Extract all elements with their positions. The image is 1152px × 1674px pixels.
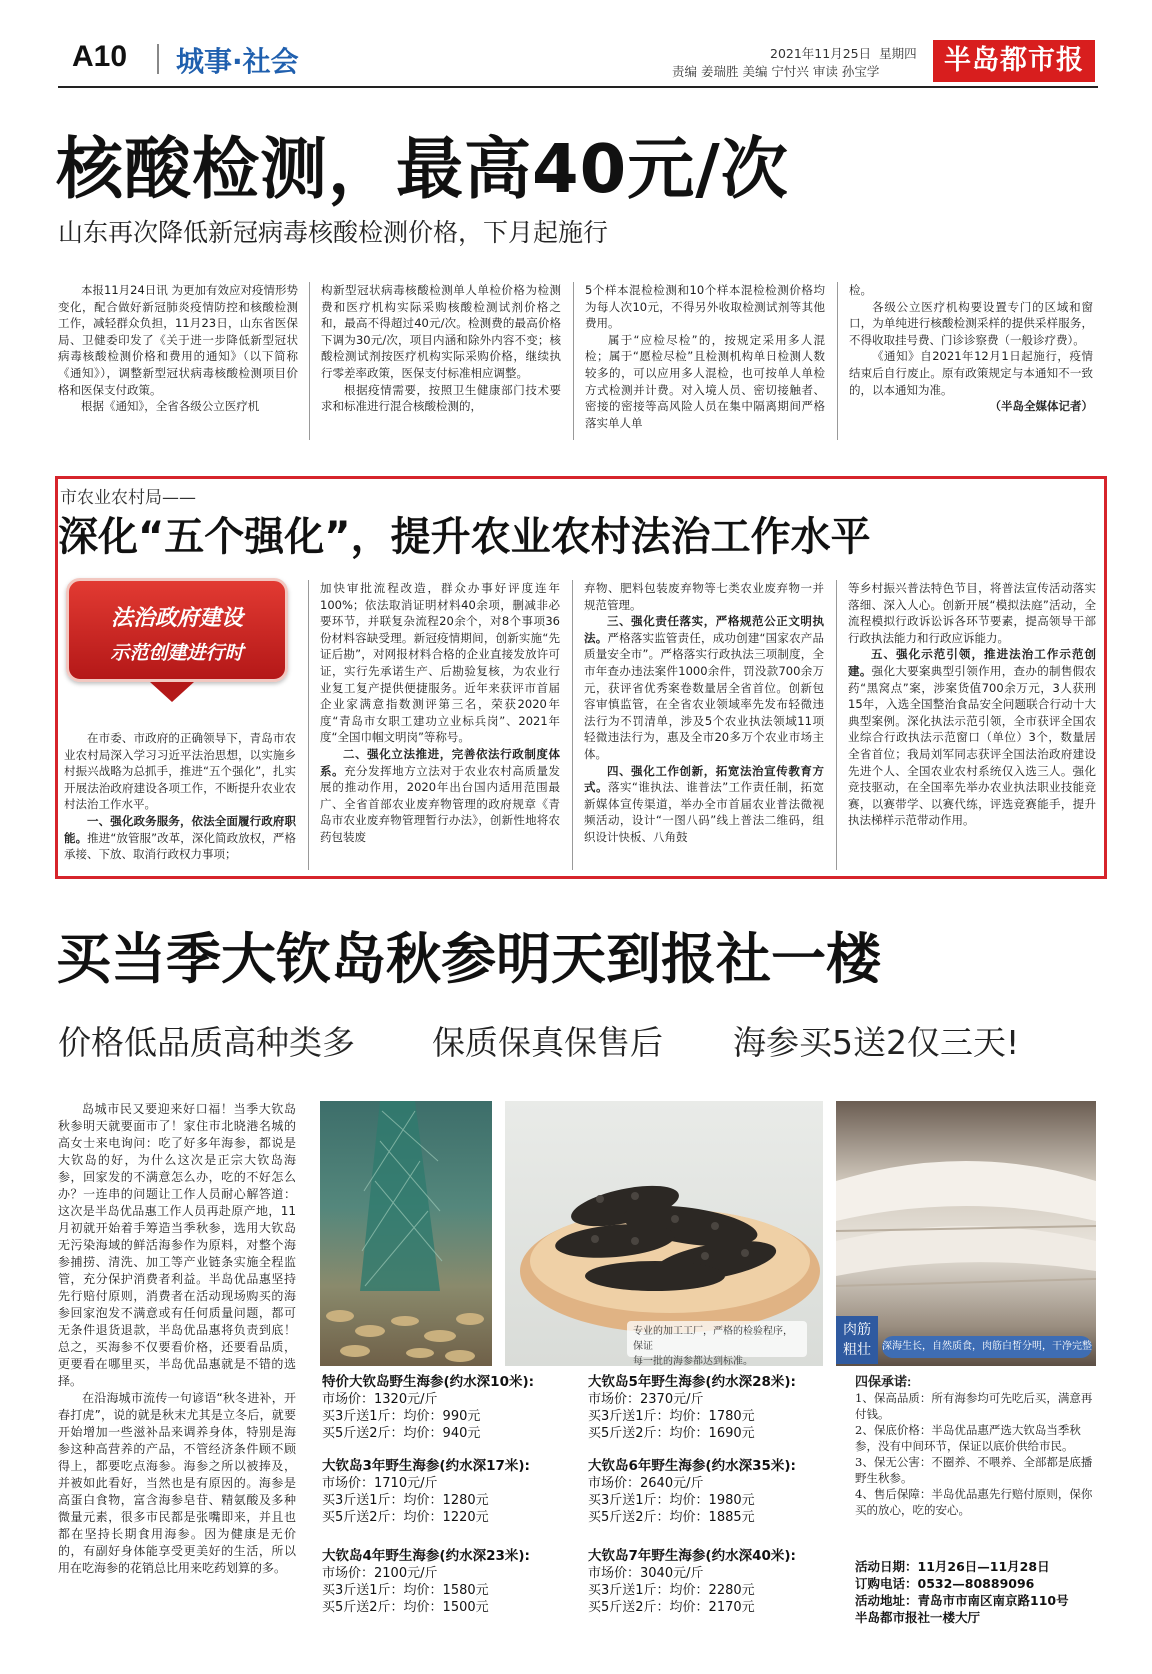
article2-col1-p1: 在市委、市政府的正确领导下，青岛市农业农村局深入学习习近平法治思想，以实施乡村振兴战略为总抓手，推进“五个强化”，扎实开展法治政府建设各项工作，不断提升农业农村法治工作水平。	[64, 731, 296, 812]
deal-5-for-2: 买5斤送2斤：均价：1500元	[322, 1600, 489, 1615]
article1-col1-p1: 本报11月24日讯 为更加有效应对疫情形势变化，配合做好新冠肺炎疫情防控和核酸检测工作，减轻群众负担，11月23日，山东省医保局、卫健委印发了《关于进一步降低新型冠状病毒核酸检测价格和费用的通知》（以下简称《通知》），调整新型冠状病毒核酸检测项目价格和医保支付政策。	[58, 283, 298, 397]
header-divider	[157, 44, 159, 74]
ad-left-p1: 岛城市民又要迎来好口福！当季大钦岛秋参明天就要面市了！家住市北晓港名城的高女士来电询问：吃了好多年海参，都说是大钦岛的好，为什么这次是正宗大钦岛海参，回家发的不满意怎么办，吃的不好怎么办？一连串的问题让工作人员耐心解答道：这次是半岛优品惠工作人员再赴原产地，11月初就开始着手筹造当季秋参，选用大钦岛无污染海域的鲜活海参作为原料，对整个海参捕捞、清洗、加工等产业链条实施全程监管，充分保护消费者利益。半岛优品惠坚持先行赔付原则，消费者在活动现场购买的海参回家泡发不满意或有任何质量问题，都可无条件退货退款，半岛优品惠将负责到底！总之，买海参不仅要看价格，还要看品质，更要看在哪里买，半岛优品惠就是不错的选择。	[58, 1102, 296, 1388]
ad-sub2: 保质保真保售后	[432, 1023, 663, 1062]
product-name: 特价大钦岛野生海参(约水深10米):	[322, 1374, 535, 1390]
promise-item: 2、保底价格：半岛优品惠严选大钦岛当季秋参，没有中间环节，保证以底价供给市民。	[855, 1423, 1081, 1453]
article2-col1-p2	[64, 813, 296, 863]
badge-line2: 示范创建进行时	[110, 642, 244, 664]
market-price: 市场价：2370元/斤	[588, 1392, 704, 1407]
product-item	[322, 1374, 572, 1442]
article2-col3	[584, 580, 824, 872]
badge-line1: 法治政府建设	[110, 606, 243, 631]
product-item	[322, 1548, 572, 1616]
section-body: 严格落实监管责任，成功创建“国家农产品质量安全市”。严格落实行政执法三项制度，全市年查办违法案件1000余件，罚没款700余万元，获评省优秀案卷数量居全省首位。创新包容审慎监管，在全省农业领域率先发布轻微违法行为不罚清单，涉及5个农业执法领域11项轻微违法行为，惠及全市20多万个农业市场主体。	[584, 630, 824, 761]
product-name: 大钦岛3年野生海参(约水深17米):	[322, 1458, 530, 1474]
market-price: 市场价：3040元/斤	[588, 1566, 704, 1581]
article2-col4	[848, 580, 1096, 872]
article2-col2	[320, 580, 560, 872]
ad-sub1: 价格低品质高种类多	[58, 1023, 355, 1062]
promise-block	[855, 1374, 1095, 1518]
article1-col2-p1: 构新型冠状病毒核酸检测单人单检价格为检测费和医疗机构实际采购核酸检测试剂价格之和，最高不得超过40元/次。检测费的最高价格下调为30元/次，项目内涵和除外内容不变；核酸检测试剂按医疗机构实际采购价格，继续执行零差率政策，医保支付标准相应调整。	[321, 283, 561, 380]
weekday-text: 星期四	[879, 46, 917, 61]
photo2-caption-1: 专业的加工工厂，严格的检验程序，保证	[633, 1326, 793, 1352]
deal-3-for-1: 买3斤送1斤：均价：1980元	[588, 1493, 755, 1508]
article1-col4-p1: 检。	[849, 283, 872, 297]
fishing-net-photo	[320, 1101, 492, 1366]
deal-5-for-2: 买5斤送2斤：均价：2170元	[588, 1600, 755, 1615]
ad-left-p2: 在沿海城市流传一句谚语“秋冬进补，开春打虎”，说的就是秋末尤其是立冬后，就要开始增加一些滋补品来调养身体，特别是海参这种高营养的产品，不管经济条件顾不顾得上，都要吃点海参。海参之所以被捧及，并被如此看好，当然也是有原因的。海参是高蛋白食物，富含海参皂苷、精氨酸及多种微量元素，很多市民都是张嘴即来，并且也都在坚持长期食用海参。因为健康是无价的，有副好身体能享受更美好的生活，所以用在吃海参的花销总比用来吃药划算的多。	[58, 1391, 296, 1575]
divider	[308, 580, 309, 870]
section-heading: 五、强化示范引领，推进法治工作示范创建。	[848, 647, 1096, 678]
section-heading: 四、强化工作创新，拓宽法治宣传教育方式。	[584, 763, 824, 795]
deal-3-for-1: 买3斤送1斤：均价：990元	[322, 1409, 481, 1424]
product-name: 大钦岛6年野生海参(约水深35米):	[588, 1458, 796, 1474]
ad-left-text	[58, 1101, 296, 1661]
deal-3-for-1: 买3斤送1斤：均价：2280元	[588, 1583, 755, 1598]
article1-col3-p1: 5个样本混检检测和10个样本混检检测价格均为每人次10元，不得另外收取检测试剂等其他费用。	[585, 283, 825, 331]
logo-text: 半岛都市报	[944, 45, 1084, 76]
deal-5-for-2: 买5斤送2斤：均价：1690元	[588, 1426, 755, 1441]
sea-cucumber-interior-photo	[836, 1101, 1096, 1366]
product-item	[588, 1548, 838, 1616]
divider	[836, 580, 837, 870]
article2-col3-p3	[584, 763, 824, 846]
hotline: 订购电话：0532—80889096	[855, 1576, 1035, 1591]
section-heading: 三、强化责任落实，严格规范公正文明执法。	[584, 614, 824, 645]
section-name: 城事·社会	[176, 45, 299, 78]
section-body: 充分发挥地方立法对于农业农村高质量发展的推动作用，2020年出台国内适用范围最广、全省首部农业废弃物管理的政府规章《青岛市农业废弃物管理暂行办法》，创新性地将农药包装废	[320, 763, 560, 844]
header-rule	[58, 86, 1098, 88]
divider	[837, 282, 838, 440]
article2-col1	[64, 730, 296, 875]
article2-col4-p1: 等乡村振兴普法特色节目，将普法宣传活动落实落细、深入人心。创新开展“模拟法庭”活动，全流程模拟行政诉讼诉各环节要素，提高领导干部行政执法能力和行政应诉能力。	[848, 581, 1096, 645]
product-name: 大钦岛5年野生海参(约水深28米):	[588, 1374, 796, 1390]
event-address: 活动地址：青岛市市南区南京路110号	[855, 1593, 1069, 1608]
deal-3-for-1: 买3斤送1斤：均价：1280元	[322, 1493, 489, 1508]
deal-5-for-2: 买5斤送2斤：均价：1220元	[322, 1510, 489, 1525]
divider	[309, 282, 310, 440]
promise-item: 1、保高品质：所有海参均可先吃后买，满意再付钱。	[855, 1391, 1093, 1421]
article1-col3	[585, 282, 825, 442]
section-body: 落实“谁执法、谁普法”工作责任制，拓宽新媒体宣传渠道，举办全市首届农业普法微视频活动，设计“一图八码”线上普法二维码，组织设计快板、八角鼓	[584, 780, 824, 844]
article2-col3-p2	[584, 613, 824, 762]
photo2-caption-2: 每一批的海参都达到标准。	[633, 1356, 753, 1366]
article2-col2-p1: 加快审批流程改造，群众办事好评度连年100%；依法取消证明材料40余项，删减非必要环节，并联复杂流程20余个，对8个事项36份材料容缺受理。新冠疫情期间，创新实施“先证后勘”，对网报材料合格的企业直接发放许可证，实行先承诺生产、后勘验复核，为农业行业复工复产提供便捷服务。近年来获评市首届企业家满意指数测评第三名，荣获2020年度“青岛市女职工建功立业标兵岗”、2021年度“全国巾帼文明岗”等称号。	[320, 581, 560, 745]
section-heading: 一、强化政务服务，依法全面履行政府职能。	[64, 813, 296, 845]
article1-col4	[849, 282, 1093, 442]
deal-3-for-1: 买3斤送1斤：均价：1780元	[588, 1409, 755, 1424]
product-item	[588, 1374, 838, 1442]
article1-headline: 核酸检测，最高40元/次	[56, 130, 789, 208]
market-price: 市场价：1320元/斤	[322, 1392, 438, 1407]
page-number: A10	[72, 40, 128, 73]
dried-sea-cucumber-photo	[505, 1101, 823, 1366]
ad-headline: 买当季大钦岛秋参明天到报社一楼	[56, 927, 882, 991]
product-item	[588, 1458, 838, 1526]
market-price: 市场价：2100元/斤	[322, 1566, 438, 1581]
deal-5-for-2: 买5斤送2斤：均价：940元	[322, 1426, 481, 1441]
product-item	[322, 1458, 572, 1526]
deal-3-for-1: 买3斤送1斤：均价：1580元	[322, 1583, 489, 1598]
ad-sub3: 海参买5送2仅三天!	[733, 1023, 1020, 1062]
photo3-tag-2: 粗壮	[843, 1342, 871, 1358]
product-name: 大钦岛7年野生海参(约水深40米):	[588, 1548, 796, 1564]
article1-col2	[321, 282, 561, 442]
article2-col3-p1: 弃物、肥料包装废弃物等七类农业废弃物一并规范管理。	[584, 581, 824, 612]
event-address-2: 半岛都市报社一楼大厅	[855, 1610, 981, 1625]
article1-col4-p3: 《通知》自2021年12月1日起施行，疫情结束后自行废止。原有政策规定与本通知不一致的，以本通知为准。	[849, 349, 1093, 397]
article2-col2-p2	[320, 746, 560, 846]
divider	[572, 580, 573, 870]
date-text: 2021年11月25日	[770, 46, 872, 61]
badge-pointer	[150, 682, 194, 702]
promise-title: 四保承诺:	[855, 1374, 912, 1389]
deal-5-for-2: 买5斤送2斤：均价：1885元	[588, 1510, 755, 1525]
article1-col2-p2: 根据疫情需要，按照卫生健康部门技术要求和标准进行混合核酸检测的，	[321, 382, 561, 414]
credits-line: 责编 姜瑞胜 美编 宁忖兴 审读 孙宝学	[672, 64, 880, 79]
issue-date	[770, 44, 917, 62]
market-price: 市场价：2640元/斤	[588, 1476, 704, 1491]
article2-col4-p2	[848, 646, 1096, 829]
product-name: 大钦岛4年野生海参(约水深23米):	[322, 1548, 530, 1564]
article1-col1	[58, 282, 298, 442]
photo3-tag-1: 肉筋	[843, 1322, 871, 1338]
article1-byline: （半岛全媒体记者）	[989, 399, 1093, 414]
section-body: 强化大要案典型引领作用，查办的制售假农药“黑窝点”案，涉案货值700余万元，3人获刑15年，入选全国整治食品安全问题联合行动十大典型案例。深化执法示范引领，全市获评全国农业综合行政执法示范窗口（单位）3个，数量居全省首位；我局刘军同志获评全国法治政府建设先进个人、全国农业农村系统仅入选三人。强化竞技驱动，在全国率先举办农业执法职业技能竞赛，以赛带学、以赛代练，评选竞赛能手，提升执法梯样示范带动作用。	[848, 663, 1096, 828]
divider	[573, 282, 574, 440]
article1-col3-p2: 属于“应检尽检”的，按规定采用多人混检；属于“愿检尽检”且检测机构单日检测人数较多的，可以应用多人混检，也可按单人单检方式检测并计费。对入境人员、密切接触者、密接的密接等高风险人员在集中隔离期间严格落实单人单	[585, 332, 825, 430]
photo2-caption-box	[627, 1321, 807, 1366]
section-body: 推进“放管服”改革，深化简政放权，严格承接、下放、取消行政权力事项；	[64, 830, 296, 862]
newspaper-logo	[933, 40, 1095, 82]
article1-col1-p2: 根据《通知》，全省各级公立医疗机	[81, 399, 260, 414]
promise-item: 3、保无公害：不圈养、不喂养、全部都是底播野生秋参。	[855, 1455, 1093, 1485]
rule-of-law-badge	[66, 578, 288, 682]
article1-col4-p2: 各级公立医疗机构要设置专门的区域和窗口，为单纯进行核酸检测采样的提供采样服务，不得收取挂号费、门诊诊察费（一般诊疗费）。	[849, 299, 1093, 347]
photo3-caption: 深海生长，自然质食，肉筋白皙分明，干净完整	[882, 1336, 1092, 1358]
section-heading: 二、强化立法推进，完善依法行政制度体系。	[320, 746, 560, 778]
market-price: 市场价：1710元/斤	[322, 1476, 438, 1491]
photo3-tag	[836, 1316, 878, 1364]
net-icon	[320, 1101, 492, 1366]
article2-kicker: 市农业农村局——	[60, 488, 196, 508]
article2-headline: 深化“五个强化”，提升农业农村法治工作水平	[58, 514, 871, 560]
event-date: 活动日期：11月26日—11月28日	[855, 1559, 1050, 1574]
event-info	[855, 1558, 1100, 1626]
article1-subheadline: 山东再次降低新冠病毒核酸检测价格，下月起施行	[58, 218, 609, 247]
promise-item: 4、售后保障：半岛优品惠先行赔付原则，保你买的放心，吃的安心。	[855, 1487, 1093, 1517]
